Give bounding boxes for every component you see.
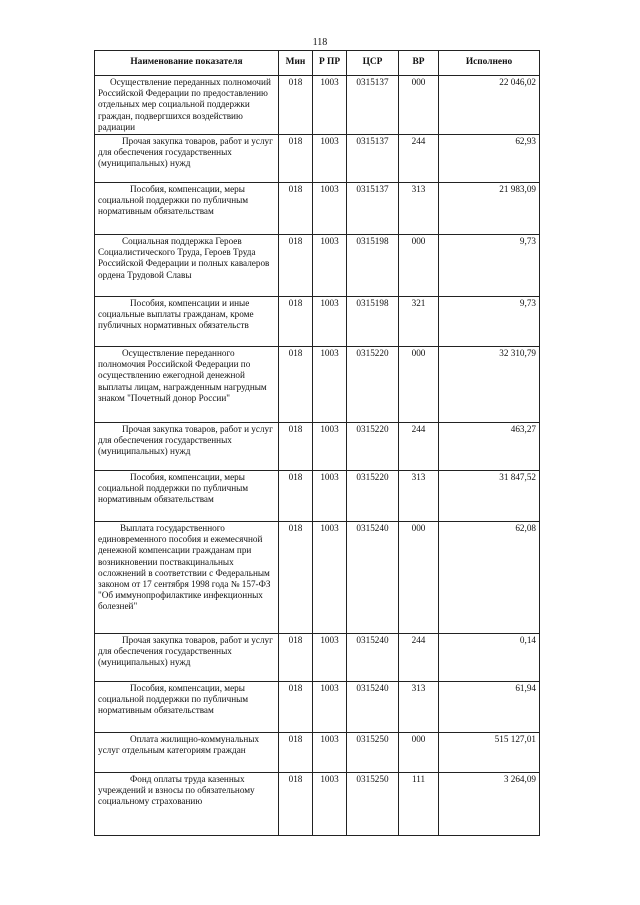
table-row	[95, 235, 540, 297]
row-min: 018	[279, 347, 313, 423]
row-rpr: 1003	[313, 76, 347, 135]
table-row	[95, 471, 540, 522]
row-rpr: 1003	[313, 773, 347, 836]
row-csr: 0315250	[347, 733, 399, 773]
page-number: 118	[312, 37, 328, 48]
table-row	[95, 135, 540, 183]
row-csr: 0315240	[347, 522, 399, 634]
row-amount: 9,73	[439, 297, 540, 347]
row-csr: 0315198	[347, 235, 399, 297]
row-min: 018	[279, 235, 313, 297]
table-row	[95, 733, 540, 773]
row-vr: 000	[399, 235, 439, 297]
row-min: 018	[279, 183, 313, 235]
row-csr: 0315137	[347, 135, 399, 183]
row-vr: 313	[399, 471, 439, 522]
table-row	[95, 183, 540, 235]
row-csr: 0315220	[347, 347, 399, 423]
row-min: 018	[279, 76, 313, 135]
row-amount: 22 046,02	[439, 76, 540, 135]
column-header-min: Мин	[279, 51, 313, 76]
row-min: 018	[279, 733, 313, 773]
row-min: 018	[279, 522, 313, 634]
row-min: 018	[279, 634, 313, 682]
row-vr: 000	[399, 347, 439, 423]
row-name: Пособия, компенсации и иные социальные выплаты гражданам, кроме публичных нормативных обязательств	[95, 297, 279, 347]
table-row	[95, 297, 540, 347]
row-vr: 111	[399, 773, 439, 836]
row-vr: 000	[399, 522, 439, 634]
row-csr: 0315137	[347, 183, 399, 235]
table-row	[95, 522, 540, 634]
row-name: Осуществление переданного полномочия Российской Федерации по осуществлению ежегодной денежной выплаты лицам, награжденным нагрудным знаком "Почетный донор России"	[95, 347, 279, 423]
row-amount: 31 847,52	[439, 471, 540, 522]
table-row	[95, 347, 540, 423]
row-amount: 3 264,09	[439, 773, 540, 836]
row-min: 018	[279, 773, 313, 836]
row-amount: 463,27	[439, 423, 540, 471]
row-name: Фонд оплаты труда казенных учреждений и взносы по обязательному социальному страхованию	[95, 773, 279, 836]
row-vr: 313	[399, 183, 439, 235]
row-rpr: 1003	[313, 297, 347, 347]
row-rpr: 1003	[313, 347, 347, 423]
row-rpr: 1003	[313, 183, 347, 235]
row-amount: 9,73	[439, 235, 540, 297]
column-header-csr: ЦСР	[347, 51, 399, 76]
header-row	[95, 51, 540, 76]
row-csr: 0315240	[347, 634, 399, 682]
row-name: Социальная поддержка Героев Социалистического Труда, Героев Труда Российской Федерации и полных кавалеров ордена Трудовой Славы	[95, 235, 279, 297]
row-rpr: 1003	[313, 682, 347, 733]
row-min: 018	[279, 423, 313, 471]
row-csr: 0315220	[347, 423, 399, 471]
row-rpr: 1003	[313, 235, 347, 297]
row-rpr: 1003	[313, 733, 347, 773]
row-vr: 000	[399, 733, 439, 773]
table-row	[95, 76, 540, 135]
column-header-rpr: Р ПР	[313, 51, 347, 76]
row-amount: 62,08	[439, 522, 540, 634]
row-amount: 515 127,01	[439, 733, 540, 773]
table-row	[95, 423, 540, 471]
row-min: 018	[279, 471, 313, 522]
row-name: Прочая закупка товаров, работ и услуг для обеспечения государственных (муниципальных) нужд	[95, 634, 279, 682]
row-amount: 32 310,79	[439, 347, 540, 423]
row-csr: 0315250	[347, 773, 399, 836]
row-amount: 21 983,09	[439, 183, 540, 235]
row-amount: 61,94	[439, 682, 540, 733]
table-header	[95, 51, 540, 76]
table-row	[95, 634, 540, 682]
row-vr: 321	[399, 297, 439, 347]
row-name: Оплата жилищно-коммунальных услуг отдельным категориям граждан	[95, 733, 279, 773]
row-vr: 000	[399, 76, 439, 135]
row-name: Выплата государственного единовременного пособия и ежемесячной денежной компенсации гражданам при возникновении поствакцинальных осложнений в соответствии с Федеральным законом от 17 сентября 1998 года № 157-ФЗ "Об иммунопрофилактике инфекционных болезней"	[95, 522, 279, 634]
row-vr: 244	[399, 423, 439, 471]
column-header-name: Наименование показателя	[95, 51, 279, 76]
row-rpr: 1003	[313, 423, 347, 471]
row-name: Прочая закупка товаров, работ и услуг для обеспечения государственных (муниципальных) нужд	[95, 423, 279, 471]
row-amount: 0,14	[439, 634, 540, 682]
row-name: Пособия, компенсации, меры социальной поддержки по публичным нормативным обязательствам	[95, 183, 279, 235]
row-csr: 0315198	[347, 297, 399, 347]
row-vr: 244	[399, 634, 439, 682]
column-header-vr: ВР	[399, 51, 439, 76]
row-min: 018	[279, 135, 313, 183]
row-name: Осуществление переданных полномочий Российской Федерации по предоставлению отдельных мер социальной поддержки граждан, подвергшихся воздействию радиации	[95, 76, 279, 135]
row-amount: 62,93	[439, 135, 540, 183]
row-rpr: 1003	[313, 471, 347, 522]
row-min: 018	[279, 682, 313, 733]
row-name: Пособия, компенсации, меры социальной поддержки по публичным нормативным обязательствам	[95, 682, 279, 733]
budget-execution-table	[94, 50, 540, 836]
row-csr: 0315137	[347, 76, 399, 135]
row-name: Прочая закупка товаров, работ и услуг для обеспечения государственных (муниципальных) нужд	[95, 135, 279, 183]
row-vr: 313	[399, 682, 439, 733]
row-name: Пособия, компенсации, меры социальной поддержки по публичным нормативным обязательствам	[95, 471, 279, 522]
row-csr: 0315220	[347, 471, 399, 522]
row-rpr: 1003	[313, 522, 347, 634]
table-row	[95, 682, 540, 733]
row-rpr: 1003	[313, 135, 347, 183]
column-header-executed: Исполнено	[439, 51, 540, 76]
table-body	[95, 76, 540, 836]
table-row	[95, 773, 540, 836]
row-min: 018	[279, 297, 313, 347]
row-csr: 0315240	[347, 682, 399, 733]
row-vr: 244	[399, 135, 439, 183]
row-rpr: 1003	[313, 634, 347, 682]
